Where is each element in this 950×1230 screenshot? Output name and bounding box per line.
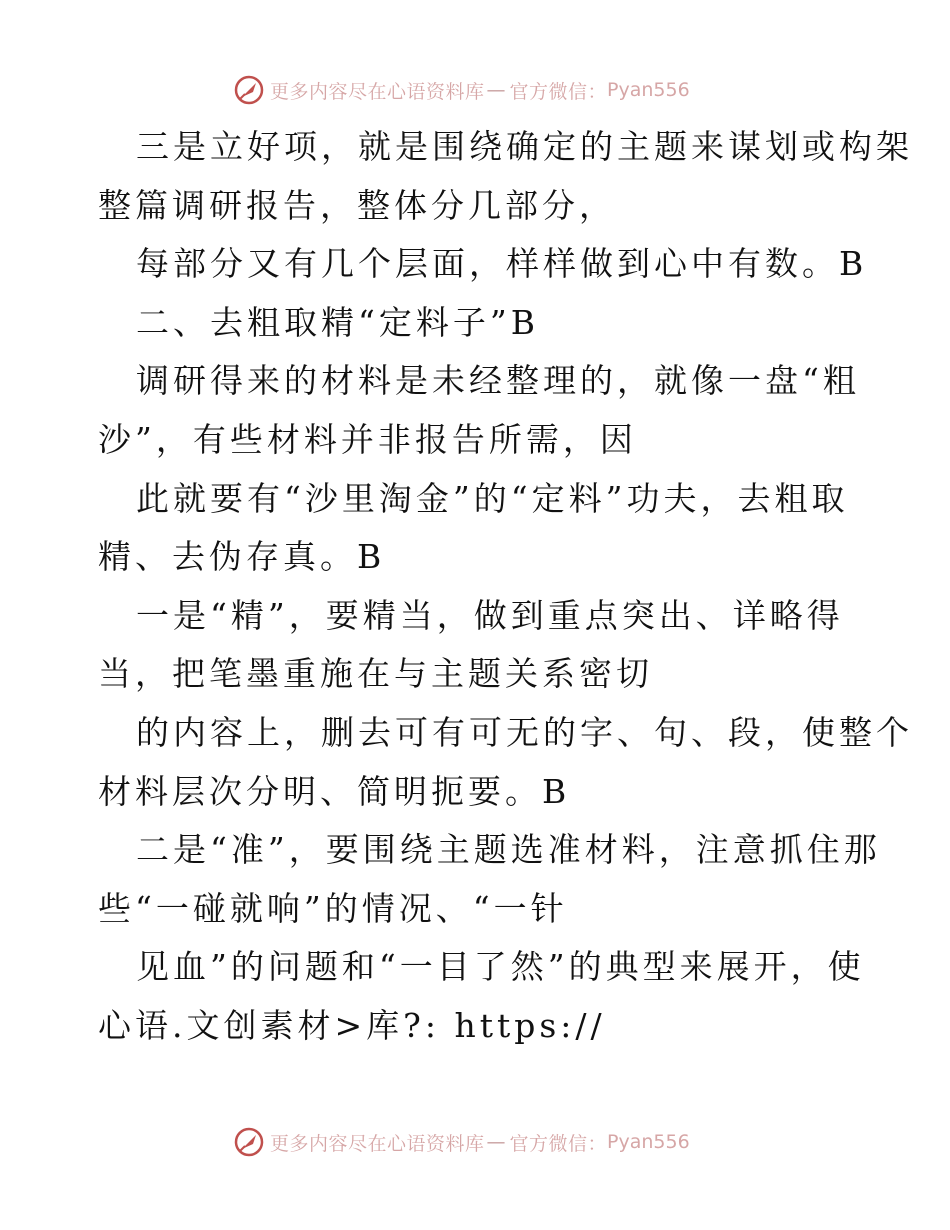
source-line: 心语.文创素材>库?: https://: [98, 1005, 606, 1045]
text-line: 调研得来的材料是未经整理的，就像一盘“粗: [136, 361, 860, 401]
text-line: 每部分又有几个层面，样样做到心中有数。B: [136, 244, 868, 284]
text-line: 沙”，有些材料并非报告所需，因: [98, 419, 637, 459]
body-text: [98, 118, 913, 1056]
text-line: 些“一碰就响”的情况、“一针: [98, 888, 568, 928]
text-line: 材料层次分明、简明扼要。B: [98, 771, 571, 811]
footer-watermark: [234, 1124, 690, 1160]
text-line: 见血”的问题和“一目了然”的典型来展开，使: [136, 947, 865, 987]
text-line: 当，把笔墨重施在与主题关系密切: [98, 654, 653, 694]
quill-logo-icon: [234, 75, 264, 105]
watermark-separator: —: [486, 1131, 506, 1153]
text-line: 二是“准”，要围绕主题选准材料，注意抓住那: [136, 830, 881, 870]
text-line: 精、去伪存真。B: [98, 537, 386, 577]
watermark-label: 官方微信：: [509, 80, 608, 103]
watermark-text: 更多内容尽在心语资料库: [270, 80, 485, 103]
header-watermark: [234, 72, 690, 108]
watermark-separator: —: [486, 79, 506, 101]
text-line: 的内容上，删去可有可无的字、句、段，使整个: [136, 712, 913, 752]
text-line: 三是立好项，就是围绕确定的主题来谋划或构架: [136, 127, 913, 166]
watermark-text: 更多内容尽在心语资料库: [270, 1132, 485, 1155]
text-line: 此就要有“沙里淘金”的“定料”功夫，去粗取: [136, 478, 849, 518]
watermark-account: Pyan556: [607, 1131, 690, 1153]
text-line: 整篇调研报告，整体分几部分，: [98, 185, 616, 225]
watermark-account: Pyan556: [607, 79, 690, 101]
text-line: 一是“精”，要精当，做到重点突出、详略得: [136, 595, 844, 635]
quill-logo-icon: [234, 1127, 264, 1157]
section-heading: 二、去粗取精“定料子”B: [136, 302, 539, 342]
watermark-label: 官方微信：: [509, 1132, 608, 1155]
